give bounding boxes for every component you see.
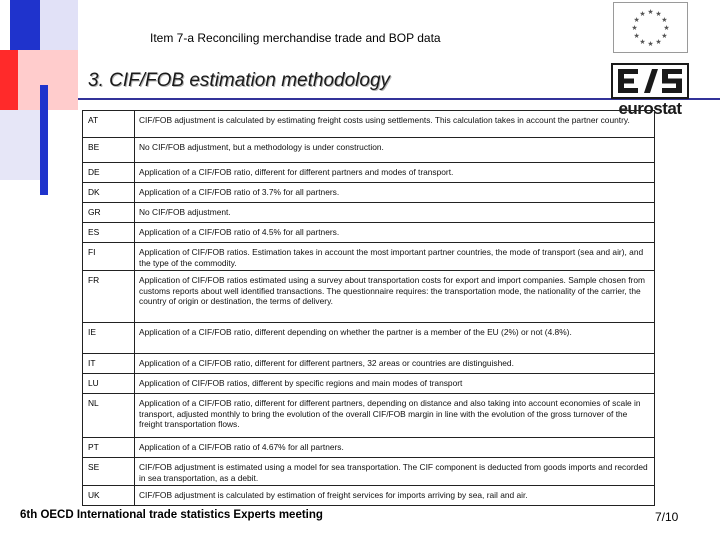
- method-description: Application of a CIF/FOB ratio, different for different partners and modes of transport.: [135, 163, 655, 183]
- decor-red-block: [0, 50, 18, 110]
- method-description: Application of CIF/FOB ratios, different by specific regions and main modes of transport: [135, 374, 655, 394]
- decor-lavender-block-left: [0, 110, 40, 180]
- eu-star-icon: ★: [663, 24, 670, 32]
- table-row: [83, 354, 655, 374]
- eu-star-icon: ★: [633, 16, 640, 24]
- table-row: [83, 323, 655, 354]
- eurostat-wordmark: eurostat: [618, 99, 682, 118]
- eu-star-icon: ★: [661, 16, 668, 24]
- table-row: [83, 394, 655, 438]
- table-row: [83, 271, 655, 323]
- table-row: [83, 138, 655, 163]
- decor-blue-bar-left: [40, 85, 48, 195]
- country-code: LU: [83, 374, 135, 394]
- country-code: IT: [83, 354, 135, 374]
- table-body: [83, 111, 655, 506]
- slide-title: 3. CIF/FOB estimation methodology: [88, 70, 391, 91]
- method-description: CIF/FOB adjustment is calculated by estimating freight costs using settlements. This calculation takes in account the partner country.: [135, 111, 655, 138]
- eu-flag-icon: [613, 2, 688, 53]
- item-title: Item 7-a Reconciling merchandise trade and BOP data: [150, 31, 441, 45]
- country-code: DE: [83, 163, 135, 183]
- method-description: No CIF/FOB adjustment.: [135, 203, 655, 223]
- eu-stars: [614, 3, 687, 52]
- country-code: NL: [83, 394, 135, 438]
- country-code: DK: [83, 183, 135, 203]
- method-description: Application of a CIF/FOB ratio of 3.7% for all partners.: [135, 183, 655, 203]
- method-description: CIF/FOB adjustment is calculated by estimation of freight services for imports arriving by sea, rail and air.: [135, 486, 655, 506]
- table-row: [83, 203, 655, 223]
- method-description: Application of a CIF/FOB ratio, different for different partners, depending on distance and also taking into account economies of scale in transport, adjusted monthly to bring the evolution of the overall CIF/FOB margin in line with the evolution of the gross turnover of the freight transportation flows.: [135, 394, 655, 438]
- method-description: Application of CIF/FOB ratios. Estimation takes in account the most important partner countries, the mode of transport (sea and air), and the type of the commodity.: [135, 243, 655, 271]
- country-code: SE: [83, 458, 135, 486]
- method-description: No CIF/FOB adjustment, but a methodology is under construction.: [135, 138, 655, 163]
- cif-fob-methodology-table: [82, 110, 655, 506]
- country-code: PT: [83, 438, 135, 458]
- decor-pink-block: [18, 50, 78, 110]
- table-row: [83, 458, 655, 486]
- country-code: GR: [83, 203, 135, 223]
- method-description: Application of a CIF/FOB ratio of 4.5% for all partners.: [135, 223, 655, 243]
- eu-star-icon: ★: [639, 10, 646, 19]
- table-row: [83, 243, 655, 271]
- page-number: 7/10: [655, 510, 679, 524]
- table-row: [83, 163, 655, 183]
- country-code: BE: [83, 138, 135, 163]
- method-description: Application of a CIF/FOB ratio, different depending on whether the partner is a member of the EU (2%) or not (4.8%).: [135, 323, 655, 354]
- footer-meeting: 6th OECD International trade statistics Experts meeting: [20, 509, 323, 521]
- eu-star-icon: ★: [655, 10, 662, 19]
- method-description: Application of CIF/FOB ratios estimated using a survey about transportation costs for export and import companies. Sample chosen from customs reports about well identified transactions. The questionnaire requires: the transportation mode, the nationality of the carrier, the country of origin or destination, the terms of delivery.: [135, 271, 655, 323]
- table-row: [83, 183, 655, 203]
- country-code: ES: [83, 223, 135, 243]
- table-row: [83, 486, 655, 506]
- method-description: CIF/FOB adjustment is estimated using a model for sea transportation. The CIF component is deducted from goods imports and recorded in sea transportation, as a debit.: [135, 458, 655, 486]
- country-code: FR: [83, 271, 135, 323]
- country-code: AT: [83, 111, 135, 138]
- table-row: [83, 438, 655, 458]
- eu-star-icon: ★: [655, 37, 662, 46]
- method-description: Application of a CIF/FOB ratio of 4.67% for all partners.: [135, 438, 655, 458]
- eu-star-icon: ★: [631, 24, 638, 32]
- eu-star-icon: ★: [639, 37, 646, 46]
- table-row: [83, 223, 655, 243]
- country-code: UK: [83, 486, 135, 506]
- method-description: Application of a CIF/FOB ratio, different for different partners, 32 areas or countries are distinguished.: [135, 354, 655, 374]
- table-row: [83, 111, 655, 138]
- eu-star-icon: ★: [647, 40, 654, 48]
- country-code: IE: [83, 323, 135, 354]
- country-code: FI: [83, 243, 135, 271]
- table-row: [83, 374, 655, 394]
- eu-star-icon: ★: [647, 8, 654, 16]
- eu-star-icon: ★: [661, 32, 668, 40]
- eu-star-icon: ★: [633, 32, 640, 40]
